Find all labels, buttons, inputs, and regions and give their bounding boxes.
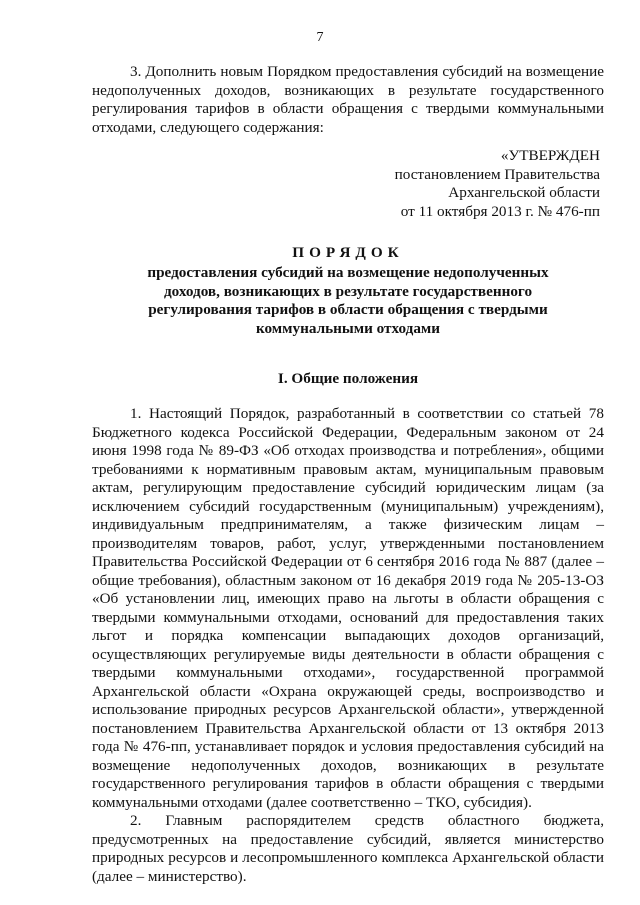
intro-section bbox=[92, 63, 604, 137]
approval-line-2: постановлением Правительства bbox=[394, 165, 600, 183]
approval-line-4: от 11 октября 2013 г. № 476-пп bbox=[400, 202, 600, 220]
document-subtitle: предоставления субсидий на возмещение недополученных доходов, возникающих в результате государственного регулирования тарифов в области обращения с твердыми коммунальными отходами bbox=[147, 264, 549, 337]
page-number: 7 bbox=[316, 30, 324, 45]
body-paragraph-1: 1. Настоящий Порядок, разработанный в соответствии со статьей 78 Бюджетного кодекса Российской Федерации, Федеральным законом от 24 июня 1998 года № 89-ФЗ «Об отходах производства и потребления», общими требованиями к нормативным правовым актам, муниципальным правовым актам, регулирующим предоставление субсидий юридическим лицам (за исключением субсидий государственным (муниципальным) учреждениям), индивидуальным предпринимателям, а также физическим лицам – производителям товаров, работ, услуг, утвержденными постановлением Правительства Российской Федерации от 6 сентября 2016 года № 887 (далее – общие требования), областным законом от 16 декабря 2019 года № 205-13-ОЗ «Об установлении лиц, имеющих право на льготы в области обращения с твердыми коммунальными отходами, оснований для предоставления таких льгот и порядка компенсации выпадающих доходов организаций, осуществляющих регулируемые виды деятельности в области обращения с твердыми коммунальными отходами», государственной программой Архангельской области «Охрана окружающей среды, воспроизводство и использование природных ресурсов Архангельской области», утвержденной постановлением Правительства Архангельской области от 13 октября 2013 года № 476-пп, устанавливает порядок и условия предоставления субсидий на возмещение недополученных доходов, возникающих в результате государственного регулирования тарифов в области обращения с твердыми коммунальными отходами (далее соответственно – ТКО, субсидия). bbox=[92, 405, 604, 811]
approval-stamp bbox=[380, 147, 600, 221]
body-paragraph-2: 2. Главным распорядителем средств областного бюджета, предусмотренных на предоставление субсидий, является министерство природных ресурсов и лесопромышленного комплекса Архангельской области (далее – министерство). bbox=[92, 812, 604, 885]
document-title: ПОРЯДОК bbox=[292, 244, 404, 261]
approval-line-3: Архангельской области bbox=[448, 184, 600, 201]
approval-line-1: «УТВЕРЖДЕН bbox=[500, 147, 600, 164]
section-title: I. Общие положения bbox=[277, 370, 419, 387]
intro-paragraph: 3. Дополнить новым Порядком предоставления субсидий на возмещение недополученных доходов, возникающих в результате государственного регулирования тарифов в области обращения с твердыми коммунальными отходами, следующего содержания: bbox=[92, 63, 604, 136]
body-section bbox=[92, 405, 604, 886]
